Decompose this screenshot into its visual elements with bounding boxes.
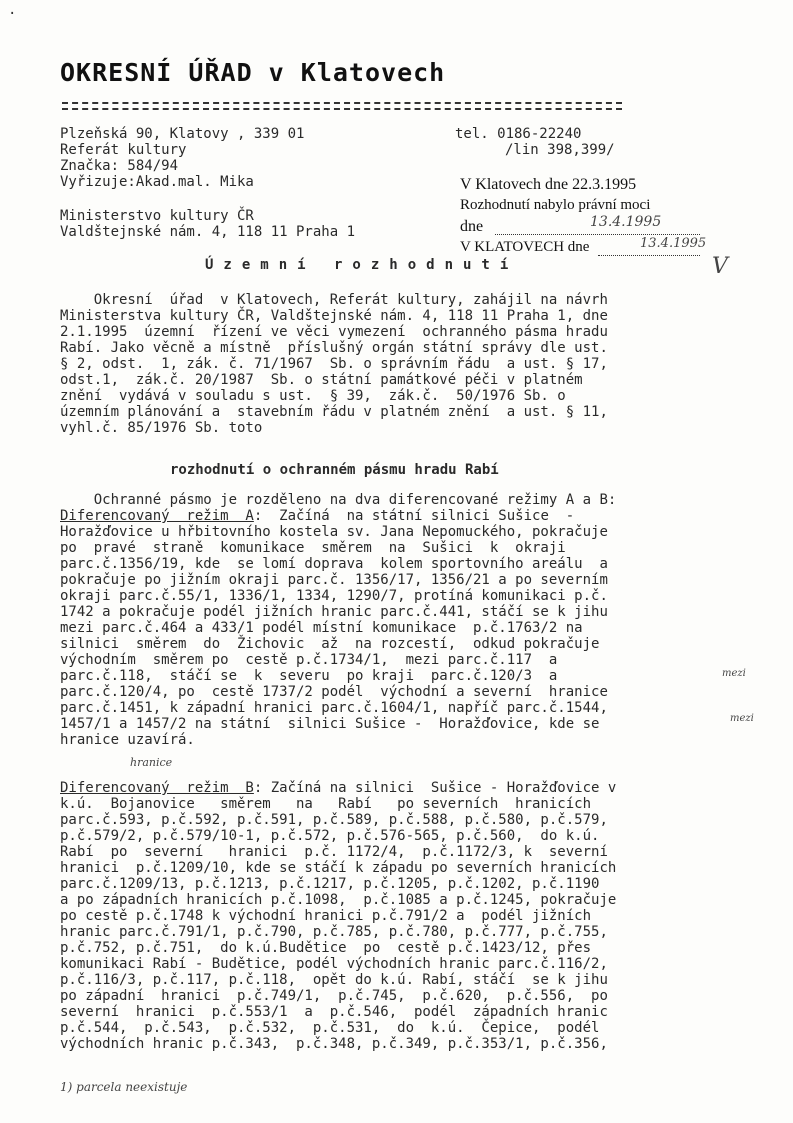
regime-a-line: po pravé straně komunikace směrem na Sušici k okraji <box>60 540 566 556</box>
regime-b-line: k.ú. Bojanovice směrem na Rabí po severních hranicích <box>60 796 592 812</box>
regime-b-line: hranici p.č.1209/10, kde se stáčí k západu po severních hranicích <box>60 860 617 876</box>
regime-a-first-line <box>60 508 715 524</box>
intro-line: Rabí. Jako věcně a místně příslušný orgán státní správy dle ust. <box>60 340 608 356</box>
regime-b-first-rest: : Začíná na silnici Sušice - Horažďovice v <box>253 780 617 796</box>
regime-a-line: silnici směrem do Žichovic až na rozcestí, odkud pokračuje <box>60 636 600 652</box>
regime-b-label: Diferencovaný režim B <box>60 780 254 796</box>
title-rule-2 <box>62 108 622 110</box>
intro-line: Okresní úřad v Klatovech, Referát kultury, zahájil na návrh <box>60 292 608 308</box>
regime-b-line: komunikaci Rabí - Budětice, podél východních hranic parc.č.116/2, <box>60 956 608 972</box>
regime-b-line: severní hranici p.č.553/1 a p.č.546, podél západních hranic <box>60 1004 608 1020</box>
intro-line: 2.1.1995 územní řízení ve věci vymezení ochranného pásma hradu <box>60 324 608 340</box>
intro-line: vyhl.č. 85/1976 Sb. toto <box>60 420 263 436</box>
regime-b-line: východních hranic p.č.343, p.č.348, p.č.349, p.č.353/1, p.č.356, <box>60 1036 608 1052</box>
stamp-date-line: V Klatovech dne 22.3.1995 <box>460 176 637 193</box>
regime-b-line: po západní hranici p.č.749/1, p.č.745, p.č.620, p.č.556, po <box>60 988 608 1004</box>
regime-a-line: Horažďovice u hřbitovního kostela sv. Jana Nepomuckého, pokračuje <box>60 524 608 540</box>
regime-a-line: parc.č.118, stáčí se k severu po kraji parc.č.120/3 a <box>60 668 558 684</box>
regime-a-line: parc.č.1451, k západní hranici parc.č.1604/1, napříč parc.č.1544, <box>60 700 608 716</box>
handwritten-footnote: 1) parcela neexistuje <box>60 1080 188 1094</box>
regime-b-line: Rabí po severní hranici p.č. 1172/4, p.č.1172/3, k severní <box>60 844 608 860</box>
regime-b-line: p.č.544, p.č.543, p.č.532, p.č.531, do k.ú. Čepice, podél <box>60 1020 600 1036</box>
regime-b-line: p.č.752, p.č.751, do k.ú.Budětice po cestě p.č.1423/12, přes <box>60 940 592 956</box>
corner-mark: V <box>712 254 728 279</box>
header-lines: /lin 398,399/ <box>505 142 615 158</box>
regime-b-line: parc.č.593, p.č.592, p.č.591, p.č.589, p.č.588, p.č.580, p.č.579, <box>60 812 608 828</box>
regime-a-line: hranice uzavírá. <box>60 732 195 748</box>
office-title: OKRESNÍ ÚŘAD v Klatovech <box>60 58 446 87</box>
regime-b-line: a po západních hranicích p.č.1098, p.č.1085 a p.č.1245, pokračuje <box>60 892 617 908</box>
intro-line: znění vydává v souladu s ust. § 39, zák.č. 50/1976 Sb. o <box>60 388 566 404</box>
intro-paragraph <box>60 292 715 436</box>
margin-note-2: mezi <box>730 713 754 724</box>
regime-a-line: pokračuje po jižním okraji parc.č. 1356/17, 1356/21 a po severním <box>60 572 608 588</box>
regime-a-paragraph <box>60 492 715 748</box>
header-department: Referát kultury <box>60 142 187 158</box>
recipient-address: Valdštejnské nám. 4, 118 11 Praha 1 <box>60 224 356 240</box>
regime-a-line: okraji parc.č.55/1, 1336/1, 1334, 1290/7, protíná komunikaci p.č. <box>60 588 608 604</box>
regime-a-intro: Ochranné pásmo je rozděleno na dva diferencované režimy A a B: <box>60 492 617 508</box>
margin-note-1: mezi <box>722 668 746 679</box>
regime-a-line: východním směrem po cestě p.č.1734/1, mezi parc.č.117 a <box>60 652 558 668</box>
intro-line: § 2, odst. 1, zák. č. 71/1967 Sb. o správním řádu a ust. § 17, <box>60 356 608 372</box>
title-rule-1 <box>62 102 622 104</box>
intro-line: územním plánování a stavebním řádu v platném znění a ust. § 11, <box>60 404 608 420</box>
recipient-name: Ministerstvo kultury ČR <box>60 208 254 224</box>
document-heading: Územní rozhodnutí <box>205 257 519 273</box>
regime-b-line: p.č.116/3, p.č.117, p.č.118, opět do k.ú. Rabí, stáčí se k jihu <box>60 972 608 988</box>
regime-a-line: parc.č.120/4, po cestě 1737/2 podél východní a severní hranice <box>60 684 608 700</box>
regime-b-line: hranic parc.č.791/1, p.č.790, p.č.785, p.č.780, p.č.777, p.č.755, <box>60 924 608 940</box>
header-reference: Značka: 584/94 <box>60 158 179 174</box>
header-phone: tel. 0186-22240 <box>455 126 582 142</box>
stamp-dne-value: 13.4.1995 <box>590 214 662 230</box>
header-address: Plzeňská 90, Klatovy , 339 01 <box>60 126 305 142</box>
regime-a-label: Diferencovaný režim A <box>60 508 254 524</box>
regime-b-line: parc.č.1209/13, p.č.1213, p.č.1217, p.č.1205, p.č.1202, p.č.1190 <box>60 876 600 892</box>
regime-a-line: 1457/1 a 1457/2 na státní silnici Sušice - Horažďovice, kde se <box>60 716 600 732</box>
stamp-place-dots <box>598 255 700 256</box>
regime-b-line: p.č.579/2, p.č.579/10-1, p.č.572, p.č.576-565, p.č.560, do k.ú. <box>60 828 600 844</box>
stamp-place-line: V KLATOVECH dne <box>460 239 590 255</box>
regime-a-line: parc.č.1356/19, kde se lomí doprava kolem sportovního areálu a <box>60 556 608 572</box>
regime-a-line: 1742 a pokračuje podél jižních hranic parc.č.441, stáčí se k jihu <box>60 604 608 620</box>
regime-b-first-line <box>60 780 715 796</box>
regime-b-line: po cestě p.č.1748 k východní hranici p.č.791/2 a podél jižních <box>60 908 592 924</box>
stamp-dne-label: dne <box>460 218 484 235</box>
regime-b-paragraph <box>60 780 715 1052</box>
regime-a-first-rest: : Začíná na státní silnici Sušice - <box>253 508 575 524</box>
stamp-dne-dots <box>495 234 700 235</box>
top-mark: · <box>8 6 17 22</box>
intro-line: odst.1, zák.č. 20/1987 Sb. o státní památkové péči v platném <box>60 372 583 388</box>
intro-line: Ministerstva kultury ČR, Valdštejnské nám. 4, 118 11 Praha 1, dne <box>60 308 608 324</box>
stamp-place-value: 13.4.1995 <box>640 236 707 251</box>
header-handler: Vyřizuje:Akad.mal. Mika <box>60 174 254 190</box>
regime-a-line: mezi parc.č.464 a 433/1 podél místní komunikace p.č.1763/2 na <box>60 620 583 636</box>
under-note: hranice <box>130 756 173 769</box>
stamp-validity-line: Rozhodnutí nabylo právní moci <box>460 197 651 213</box>
decision-subheading: rozhodnutí o ochranném pásmu hradu Rabí <box>170 462 499 478</box>
